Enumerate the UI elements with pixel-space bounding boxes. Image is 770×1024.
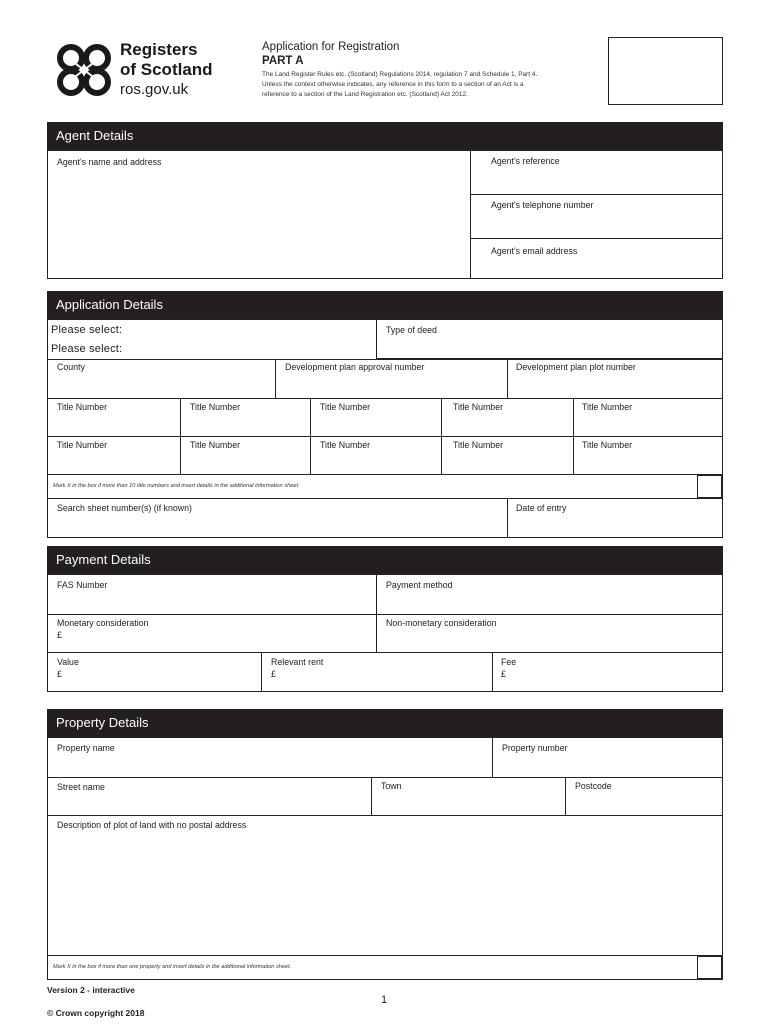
title-number-field[interactable]: Title Number (582, 440, 633, 450)
payment-method-field[interactable]: Payment method (386, 580, 453, 590)
fas-number-field[interactable]: FAS Number (57, 580, 108, 590)
title-overflow-checkbox[interactable] (697, 475, 722, 498)
org-name: Registers of Scotland ros.gov.uk (120, 40, 213, 98)
copyright-notice: © Crown copyright 2018 (47, 1008, 145, 1018)
page-number: 1 (381, 994, 388, 1006)
non-monetary-consideration-field[interactable]: Non-monetary consideration (386, 618, 497, 628)
agent-reference-field[interactable]: Agent's reference (491, 156, 560, 166)
dev-plan-plot-field[interactable]: Development plan plot number (516, 362, 636, 372)
section-heading-application: Application Details (47, 291, 723, 319)
property-name-field[interactable]: Property name (57, 743, 115, 753)
title-number-field[interactable]: Title Number (57, 440, 108, 450)
type-of-deed-field[interactable]: Type of deed (386, 325, 437, 335)
property-overflow-checkbox[interactable] (697, 956, 722, 979)
title-number-field[interactable]: Title Number (320, 402, 371, 412)
value-field[interactable]: Value £ (57, 657, 79, 679)
property-number-field[interactable]: Property number (502, 743, 568, 753)
county-field[interactable]: County (57, 362, 85, 372)
application-type-select[interactable]: Please select: (51, 324, 123, 336)
relevant-rent-field[interactable]: Relevant rent £ (271, 657, 324, 679)
section-heading-agent: Agent Details (47, 122, 723, 150)
section-heading-payment: Payment Details (47, 546, 723, 574)
title-number-field[interactable]: Title Number (453, 440, 504, 450)
form-legal-note: The Land Register Rules etc. (Scotland) Regulations 2014, regulation 7 and Schedule 1, Part 4. Unless the context otherwise indicates, any reference in this form to a section of an Act is a reference to a section of the Land Registration etc. (Scotland) Act 2012. (262, 71, 538, 98)
title-number-field[interactable]: Title Number (582, 402, 633, 412)
property-overflow-note: Mark X in the box if more than one property and insert details in the additional information sheet. (53, 964, 292, 970)
property-details-panel (47, 737, 723, 980)
postcode-field[interactable]: Postcode (575, 781, 612, 791)
title-number-field[interactable]: Title Number (320, 440, 371, 450)
search-sheet-field[interactable]: Search sheet number(s) (if known) (57, 503, 192, 513)
town-field[interactable]: Town (381, 781, 402, 791)
title-number-field[interactable]: Title Number (57, 402, 108, 412)
title-number-field[interactable]: Title Number (190, 440, 241, 450)
agent-name-address-field[interactable]: Agent's name and address (57, 157, 162, 167)
office-stamp-box (608, 37, 723, 105)
version-label: Version 2 - interactive (47, 985, 135, 995)
form-title: Application for Registration PART A (262, 41, 400, 67)
fee-field[interactable]: Fee £ (501, 657, 517, 679)
application-subtype-select[interactable]: Please select: (51, 343, 123, 355)
ros-logo-icon (54, 42, 114, 98)
agent-email-field[interactable]: Agent's email address (491, 246, 578, 256)
monetary-consideration-field[interactable]: Monetary consideration £ (57, 618, 149, 640)
dev-plan-approval-field[interactable]: Development plan approval number (285, 362, 425, 372)
plot-description-field[interactable]: Description of plot of land with no postal address (57, 820, 247, 830)
agent-telephone-field[interactable]: Agent's telephone number (491, 200, 594, 210)
title-number-field[interactable]: Title Number (190, 402, 241, 412)
agent-details-panel (47, 150, 723, 279)
date-of-entry-field[interactable]: Date of entry (516, 503, 567, 513)
street-name-field[interactable]: Street name (57, 782, 105, 792)
section-heading-property: Property Details (47, 709, 723, 737)
title-number-field[interactable]: Title Number (453, 402, 504, 412)
title-overflow-note: Mark X in the box if more than 10 title numbers and insert details in the additional information sheet. (53, 483, 300, 489)
